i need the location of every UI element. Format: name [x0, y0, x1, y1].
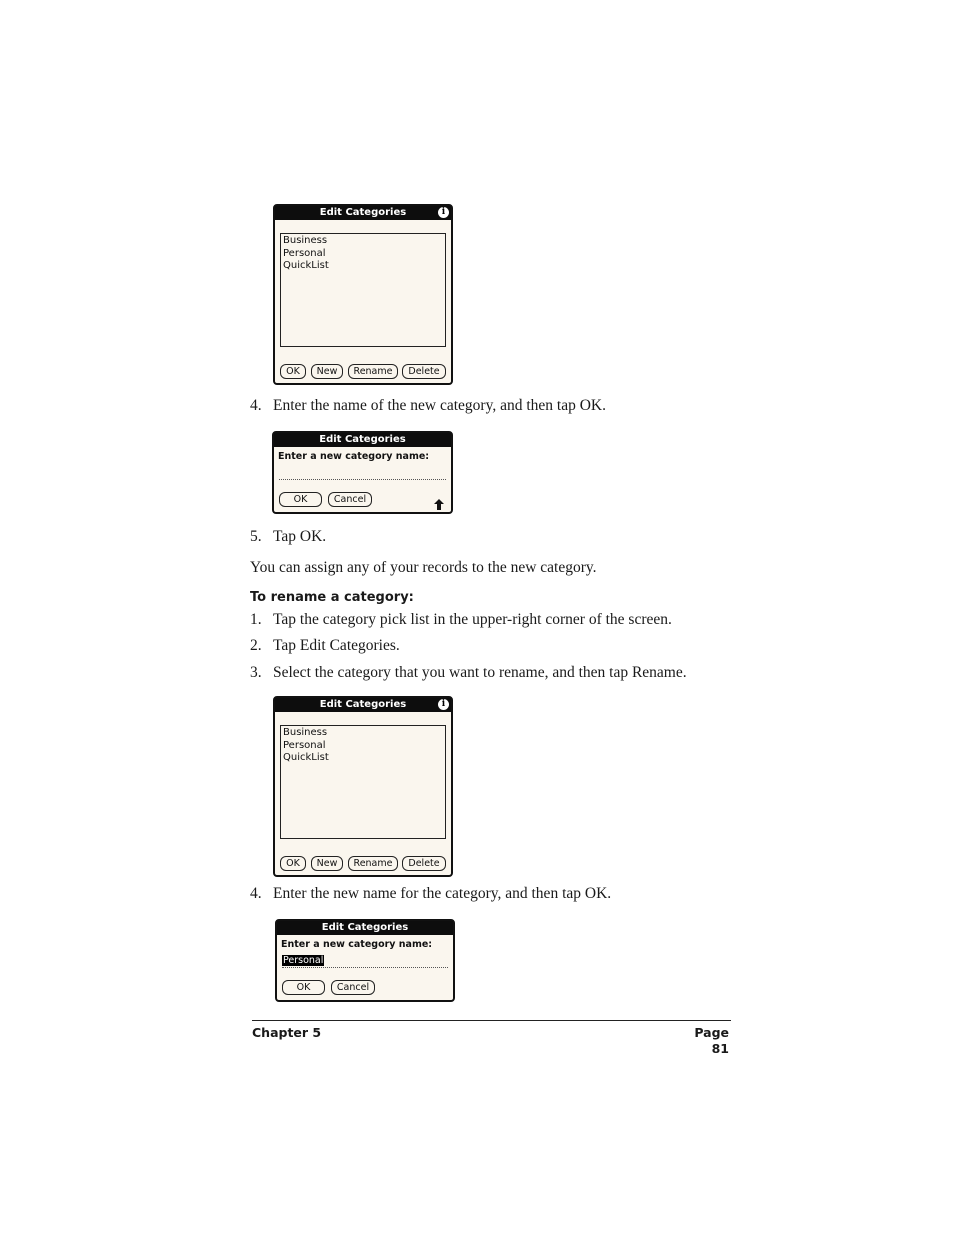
rename-step-1: 1. Tap the category pick list in the upper-right corner of the screen.: [250, 611, 672, 628]
ok-button[interactable]: OK: [279, 492, 322, 507]
rename-step-3: 3. Select the category that you want to rename, and then tap Rename.: [250, 664, 687, 681]
list-item[interactable]: Business: [283, 235, 328, 246]
name-input-field[interactable]: [279, 479, 446, 480]
category-list: [280, 233, 446, 347]
new-category-dialog: [272, 431, 453, 514]
rename-button[interactable]: Rename: [348, 364, 398, 379]
list-item[interactable]: Personal: [283, 739, 326, 751]
delete-button[interactable]: Delete: [402, 364, 446, 379]
paragraph: You can assign any of your records to the new category.: [250, 559, 597, 576]
step-4-rename: 4. Enter the new name for the category, and then tap OK.: [250, 885, 612, 902]
rename-button[interactable]: Rename: [348, 856, 398, 871]
dialog-title: Edit Categories: [277, 921, 453, 935]
list-item[interactable]: QuickList: [283, 260, 329, 271]
step-4-new: 4. Enter the name of the new category, and then tap OK.: [250, 397, 606, 414]
footer-page: Page 81: [694, 1025, 729, 1056]
ok-button[interactable]: OK: [280, 364, 306, 379]
new-button[interactable]: New: [311, 364, 343, 379]
category-list: [280, 725, 446, 839]
rename-step-2: 2. Tap Edit Categories.: [250, 637, 400, 654]
cancel-button[interactable]: Cancel: [331, 980, 375, 995]
edit-categories-dialog-2: [273, 696, 453, 877]
name-input-value[interactable]: Personal: [283, 955, 324, 966]
name-input-field[interactable]: [282, 967, 448, 968]
ok-button[interactable]: OK: [280, 856, 306, 871]
dialog-title: Edit Categories: [275, 698, 451, 712]
section-heading: To rename a category:: [250, 590, 414, 605]
dialog-title: Edit Categories: [275, 206, 451, 220]
footer-chapter: Chapter 5: [252, 1025, 322, 1040]
ok-button[interactable]: OK: [282, 980, 325, 995]
list-item[interactable]: QuickList: [283, 752, 329, 763]
edit-categories-dialog-1: [273, 204, 453, 385]
footer-divider: [252, 1020, 731, 1021]
new-button[interactable]: New: [311, 856, 343, 871]
delete-button[interactable]: Delete: [402, 856, 446, 871]
list-item[interactable]: Business: [283, 727, 328, 738]
list-item[interactable]: Personal: [283, 247, 326, 259]
cancel-button[interactable]: Cancel: [328, 492, 372, 507]
prompt-label: Enter a new category name:: [281, 939, 433, 950]
prompt-label: Enter a new category name:: [278, 451, 430, 462]
info-icon[interactable]: i: [438, 207, 449, 218]
step-5-tap-ok: 5. Tap OK.: [250, 528, 327, 545]
dialog-title: Edit Categories: [274, 433, 451, 447]
info-icon[interactable]: i: [438, 699, 449, 710]
rename-category-dialog: [275, 919, 455, 1002]
up-arrow-icon: [434, 499, 444, 510]
